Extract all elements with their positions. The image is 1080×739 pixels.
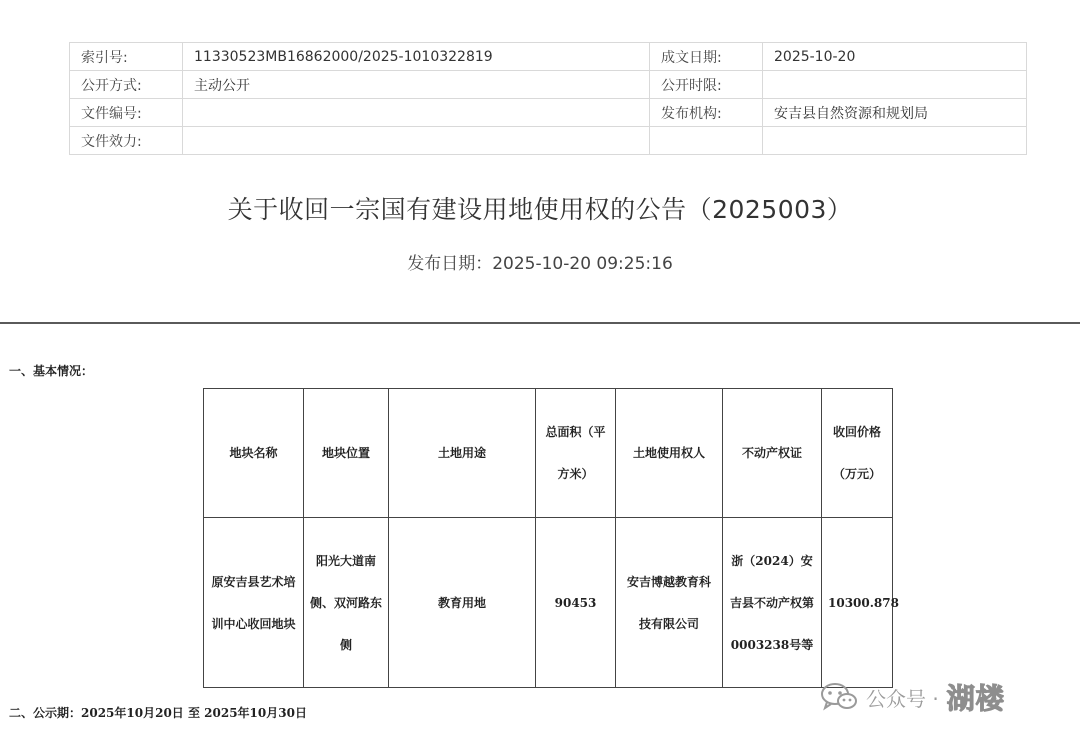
header-property-cert: 不动产权证 — [723, 389, 822, 518]
empty-cell — [763, 127, 1027, 155]
period-label: 公开时限: — [650, 71, 763, 99]
disclosure-value: 主动公开 — [183, 71, 650, 99]
meta-row — [70, 127, 1027, 155]
watermark — [820, 675, 1005, 719]
header-total-area: 总面积（平方米） — [536, 389, 616, 518]
date-label: 成文日期: — [650, 43, 763, 71]
land-info-table — [203, 388, 899, 688]
meta-row — [70, 99, 1027, 127]
table-row — [204, 518, 893, 688]
section-notice-period: 二、公示期：2025年10月20日 至 2025年10月30日 — [9, 706, 307, 720]
meta-row — [70, 43, 1027, 71]
cell-recovery-price: 10300.878 — [822, 518, 893, 688]
index-no-value: 11330523MB16862000/2025-1010322819 — [183, 43, 650, 71]
period-value — [763, 71, 1027, 99]
document-meta-table — [69, 42, 1027, 155]
meta-row — [70, 71, 1027, 99]
watermark-label: 公众号 · — [866, 686, 939, 711]
header-land-use: 土地用途 — [389, 389, 536, 518]
empty-cell — [650, 127, 763, 155]
docno-label: 文件编号: — [70, 99, 183, 127]
divider — [0, 322, 1080, 324]
issuer-value: 安吉县自然资源和规划局 — [763, 99, 1027, 127]
issuer-label: 发布机构: — [650, 99, 763, 127]
cell-land-location: 阳光大道南侧、双河路东侧 — [304, 518, 389, 688]
cell-land-use: 教育用地 — [389, 518, 536, 688]
cell-land-name: 原安吉县艺术培训中心收回地块 — [204, 518, 304, 688]
header-recovery-price: 收回价格（万元） — [822, 389, 893, 518]
index-no-label: 索引号: — [70, 43, 183, 71]
docno-value — [183, 99, 650, 127]
validity-value — [183, 127, 650, 155]
wechat-icon — [820, 682, 858, 712]
header-land-location: 地块位置 — [304, 389, 389, 518]
cell-property-cert: 浙（2024）安吉县不动产权第0003238号等 — [723, 518, 822, 688]
disclosure-label: 公开方式: — [70, 71, 183, 99]
cell-land-user: 安吉博越教育科技有限公司 — [616, 518, 723, 688]
publish-date: 发布日期：2025-10-20 09:25:16 — [407, 254, 673, 274]
table-header-row — [204, 389, 893, 518]
header-land-name: 地块名称 — [204, 389, 304, 518]
section-basic-info-heading: 一、基本情况： — [9, 364, 94, 378]
validity-label: 文件效力: — [70, 127, 183, 155]
date-value: 2025-10-20 — [763, 43, 1027, 71]
watermark-name: 湖楼 — [946, 682, 1005, 715]
header-land-user: 土地使用权人 — [616, 389, 723, 518]
cell-total-area: 90453 — [536, 518, 616, 688]
page-title: 关于收回一宗国有建设用地使用权的公告（2025003） — [227, 195, 853, 224]
